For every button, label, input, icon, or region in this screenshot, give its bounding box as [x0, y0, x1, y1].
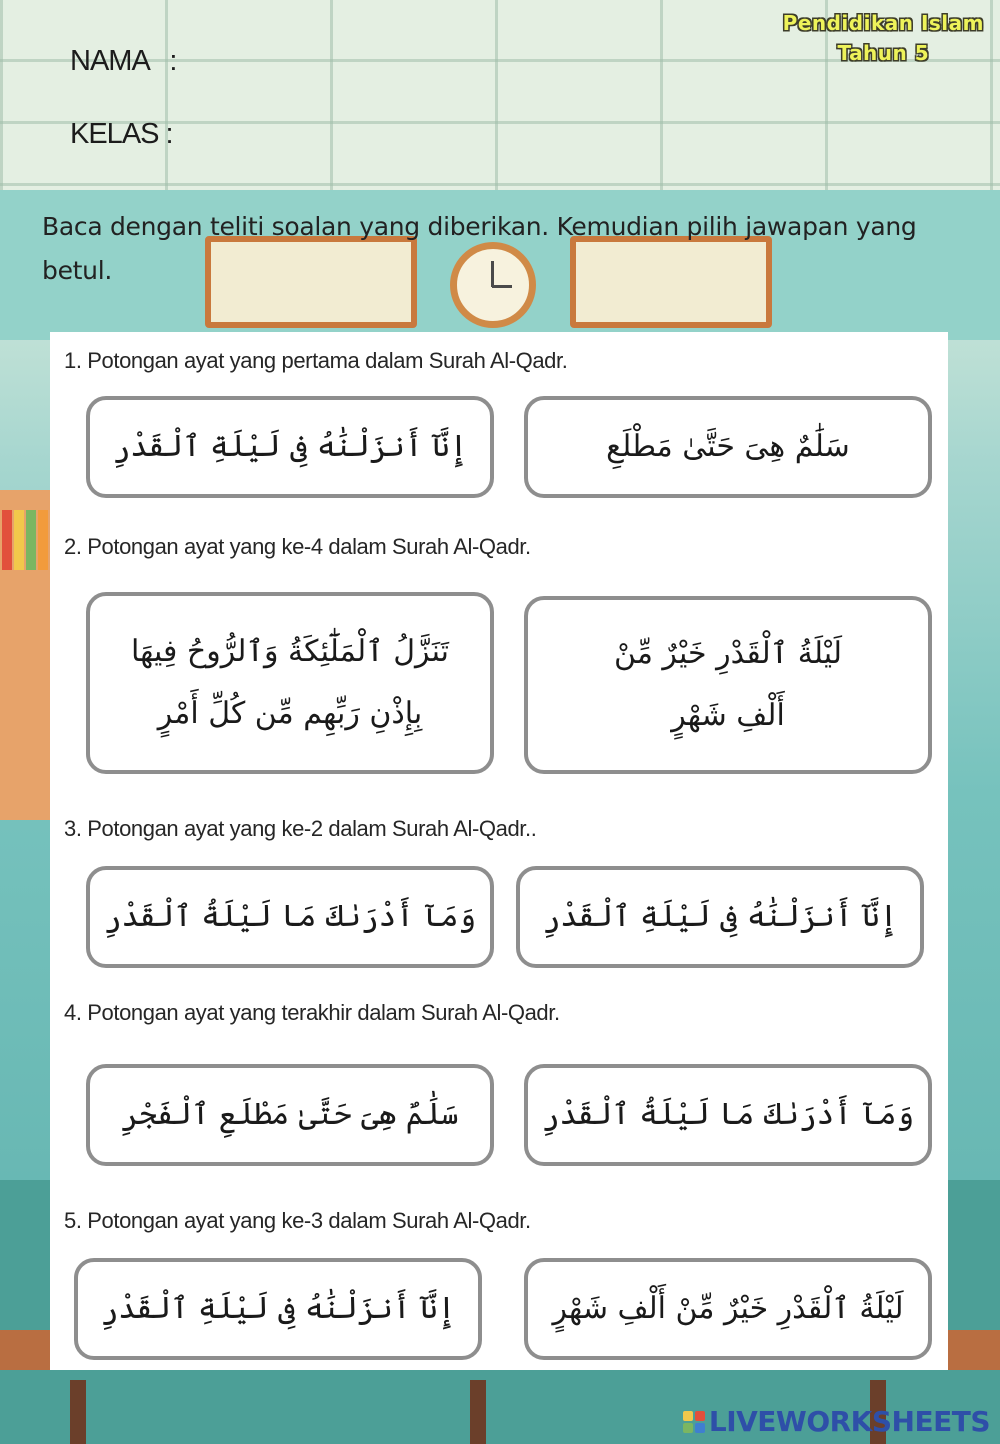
question-4-option-b[interactable] [524, 1064, 932, 1166]
question-2-option-b[interactable] [524, 596, 932, 774]
liveworksheets-icon [683, 1411, 705, 1433]
liveworksheets-logo[interactable] [683, 1405, 990, 1438]
kelas-label: KELAS : [70, 118, 173, 150]
question-4-text: 4. Potongan ayat yang terakhir dalam Surah Al-Qadr. [64, 1000, 560, 1025]
liveworksheets-brand: LIVEWORKSHEETS [708, 1405, 990, 1438]
arabic-verse: وَمَآ أَدْرَىٰكَ مَا لَيْلَةُ ٱلْقَدْرِ [103, 899, 477, 934]
arabic-verse: سَلَٰمٌ هِىَ حَتَّىٰ مَطْلَعِ ٱلْفَجْرِ [121, 1097, 459, 1132]
nama-label: NAMA : [70, 45, 177, 77]
worksheet-panel [50, 332, 948, 1370]
book-icon [26, 510, 36, 570]
book-icon [38, 510, 48, 570]
question-3-option-a[interactable] [86, 866, 494, 968]
question-3-option-b[interactable] [516, 866, 924, 968]
arabic-verse: إِنَّآ أَنزَلْنَٰهُ فِى لَيْلَةِ ٱلْقَدْرِ [112, 429, 468, 464]
book-icon [14, 510, 24, 570]
arabic-verse: إِنَّآ أَنزَلْنَٰهُ فِى لَيْلَةِ ٱلْقَدْرِ [100, 1291, 456, 1326]
instruction-text: Baca dengan teliti soalan yang diberikan. Kemudian pilih jawapan yang betul. [42, 212, 917, 285]
book-icon [2, 510, 12, 570]
arabic-verse: سَلَٰمٌ هِىَ حَتَّىٰ مَطْلَعِ [606, 429, 850, 464]
chair-leg-decoration [470, 1380, 486, 1444]
arabic-verse-line-1: لَيْلَةُ ٱلْقَدْرِ خَيْرٌ مِّنْ [613, 636, 842, 671]
year-title: Tahun 5 [837, 41, 930, 65]
arabic-verse: لَيْلَةُ ٱلْقَدْرِ خَيْرٌ مِّنْ أَلْفِ شَهْرٍ [552, 1291, 904, 1326]
subject-banner [783, 8, 984, 68]
question-1-option-a[interactable] [86, 396, 494, 498]
arabic-verse-line-2: أَلْفِ شَهْرٍ [671, 698, 785, 733]
question-5-option-b[interactable] [524, 1258, 932, 1360]
arabic-verse-line-1: تَنَزَّلُ ٱلْمَلَٰٓئِكَةُ وَٱلرُّوحُ فِيهَا [130, 634, 450, 669]
arabic-verse: إِنَّآ أَنزَلْنَٰهُ فِى لَيْلَةِ ٱلْقَدْرِ [542, 899, 898, 934]
question-4-option-a[interactable] [86, 1064, 494, 1166]
question-3-text: 3. Potongan ayat yang ke-2 dalam Surah Al-Qadr.. [64, 816, 537, 841]
bookshelf-decoration [0, 490, 50, 820]
question-5-text: 5. Potongan ayat yang ke-3 dalam Surah Al-Qadr. [64, 1208, 531, 1233]
question-2-option-a[interactable] [86, 592, 494, 774]
arabic-verse: وَمَآ أَدْرَىٰكَ مَا لَيْلَةُ ٱلْقَدْرِ [541, 1097, 915, 1132]
arabic-verse-line-2: بِإِذْنِ رَبِّهِم مِّن كُلِّ أَمْرٍ [157, 696, 423, 731]
chair-leg-decoration [70, 1380, 86, 1444]
question-2-text: 2. Potongan ayat yang ke-4 dalam Surah Al-Qadr. [64, 534, 531, 559]
subject-title: Pendidikan Islam [782, 11, 984, 35]
question-5-option-a[interactable] [74, 1258, 482, 1360]
question-1-option-b[interactable] [524, 396, 932, 498]
question-1-text: 1. Potongan ayat yang pertama dalam Surah Al-Qadr. [64, 348, 568, 373]
